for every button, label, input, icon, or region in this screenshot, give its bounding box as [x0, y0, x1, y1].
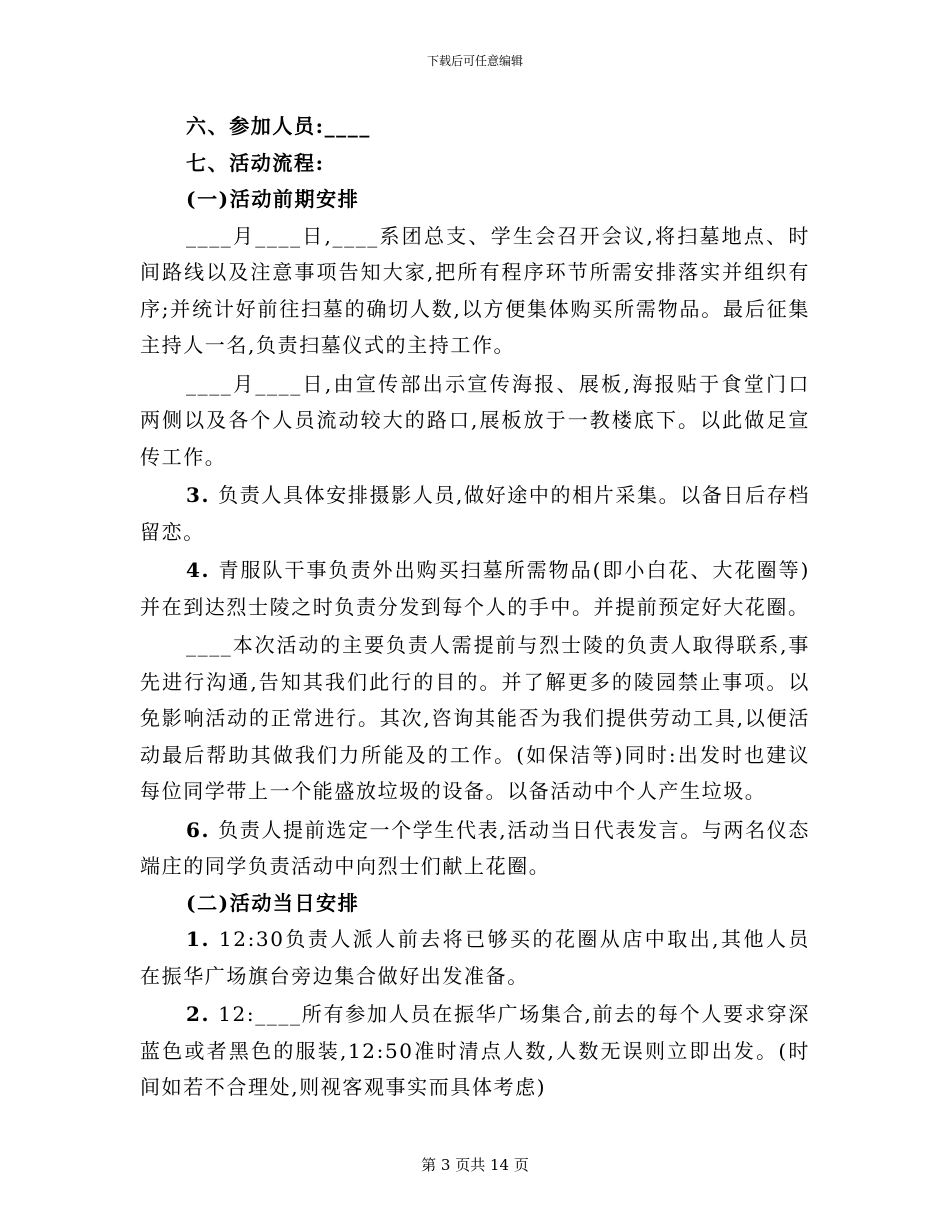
- paragraph-photography: [140, 477, 810, 550]
- heading-participants: 六、参加人员:____: [186, 114, 371, 138]
- item-text: 12:____所有参加人员在振华广场集合,前去的每个人要求穿深蓝色或者黑色的服装,12:50准时清点人数,人数无误则立即出发。(时间如若不合理处,则视客观事实而具体考虑): [140, 1002, 810, 1099]
- page-footer: 第 3 页共 14 页: [421, 1156, 529, 1174]
- subheading-day-of: (二)活动当日安排: [186, 890, 360, 915]
- page-header: 下载后可任意编辑: [426, 54, 523, 68]
- paragraph-wreath-pickup: [140, 921, 810, 994]
- paragraph-contact: ____本次活动的主要负责人需提前与烈士陵的负责人取得联系,事先进行沟通,告知其我们此行的目的。并了解更多的陵园禁止事项。以免影响活动的正常进行。其次,咨询其能否为我们提供劳动工具,以便活动最后帮助其做我们力所能及的工作。(如保洁等)同时:出发时也建议每位同学带上一个能盛放垃圾的设备。以备活动中个人产生垃圾。: [140, 633, 810, 803]
- item-text: 负责人提前选定一个学生代表,活动当日代表发言。与两名仪态端庄的同学负责活动中向烈士们献上花圈。: [140, 817, 810, 878]
- heading-activity-flow: 七、活动流程:: [186, 150, 325, 175]
- item-text: 青服队干事负责外出购买扫墓所需物品(即小白花、大花圈等)并在到达烈士陵之时负责分发到每个人的手中。并提前预定好大花圈。: [140, 558, 810, 619]
- item-number: 3.: [186, 483, 211, 507]
- paragraph-representative: [140, 812, 810, 885]
- item-number: 1.: [186, 927, 211, 951]
- paragraph-publicity: ____月____日,由宣传部出示宣传海报、展板,海报贴于食堂门口两侧以及各个人员流动较大的路口,展板放于一教楼底下。以此做足宣传工作。: [140, 371, 810, 469]
- paragraph-meeting: ____月____日,____系团总支、学生会召开会议,将扫墓地点、时间路线以及注意事项告知大家,把所有程序环节所需安排落实并组织有序;并统计好前往扫墓的确切人数,以方便集体购买所需物品。最后征集主持人一名,负责扫墓仪式的主持工作。: [140, 223, 810, 357]
- item-number: 4.: [186, 558, 211, 582]
- paragraph-assembly: [140, 996, 810, 1106]
- item-text: 12:30负责人派人前去将已够买的花圈从店中取出,其他人员在振华广场旗台旁边集合做好出发准备。: [140, 927, 810, 988]
- item-number: 6.: [186, 817, 211, 842]
- subheading-preparation: (一)活动前期安排: [186, 187, 360, 211]
- document-body: [140, 108, 810, 1106]
- paragraph-purchasing: [140, 552, 810, 625]
- item-number: 2.: [186, 1002, 211, 1026]
- item-text: 负责人具体安排摄影人员,做好途中的相片采集。以备日后存档留恋。: [140, 483, 810, 544]
